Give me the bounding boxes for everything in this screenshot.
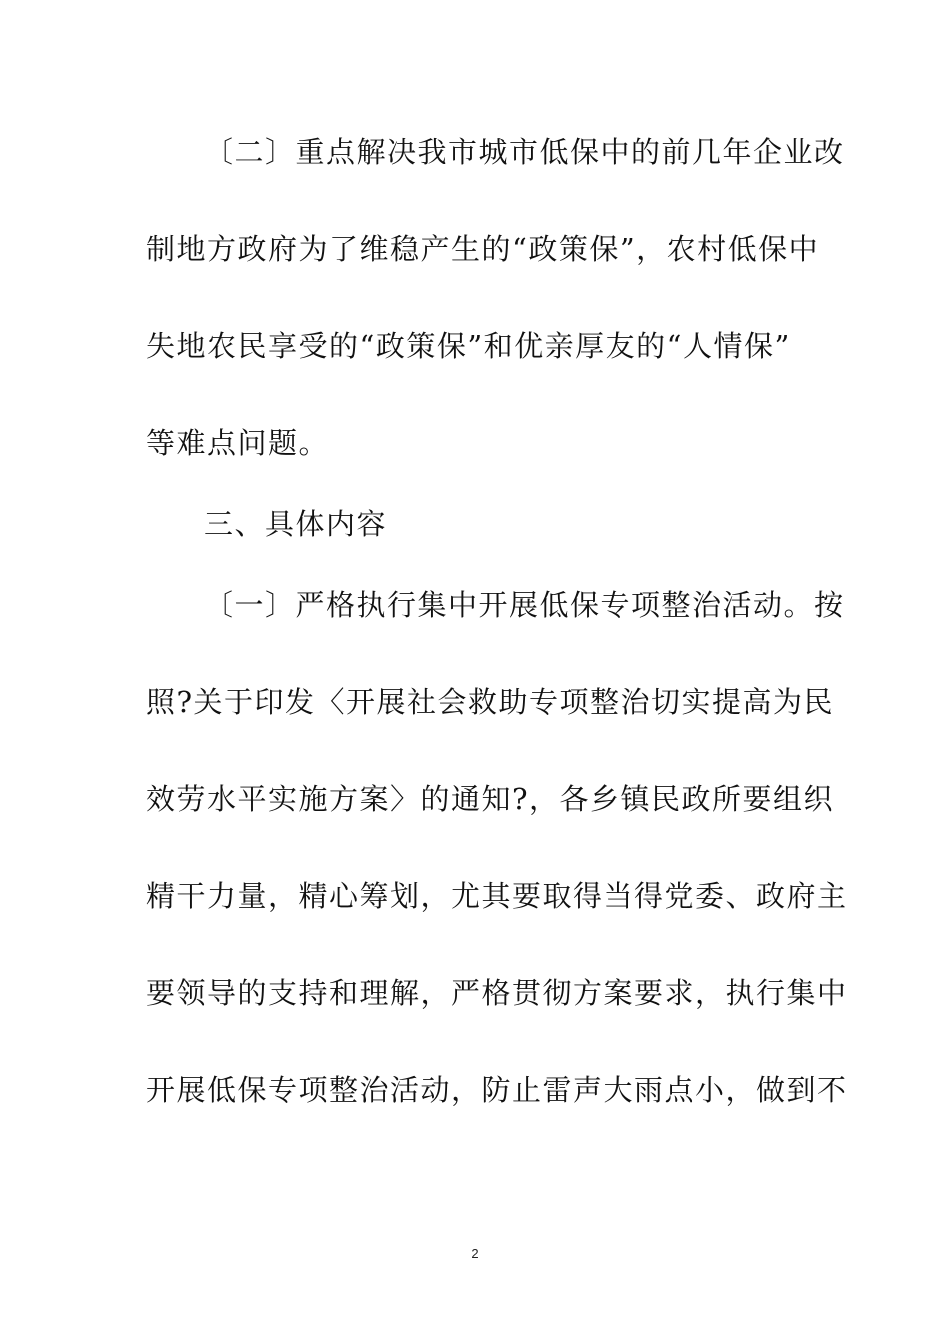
paragraph-2-line-3: 失地农民享受的“政策保”和优亲厚友的“人情保” (146, 329, 791, 363)
paragraph-2-line-4: 等难点问题。 (146, 426, 330, 460)
section-heading: 三、具体内容 (204, 507, 388, 541)
paragraph-3-line-2: 照?关于印发〈开展社会救助专项整治切实提高为民 (146, 685, 835, 719)
page-number: 2 (471, 1246, 479, 1261)
paragraph-2-line-1: 〔二〕重点解决我市城市低保中的前几年企业改 (204, 135, 845, 169)
paragraph-3-line-3: 效劳水平实施方案〉的通知?，各乡镇民政所要组织 (146, 782, 835, 816)
paragraph-2-line-2: 制地方政府为了维稳产生的“政策保”，农村低保中 (146, 232, 820, 266)
paragraph-3-line-5: 要领导的支持和理解，严格贯彻方案要求，执行集中 (146, 976, 848, 1010)
paragraph-3-line-4: 精干力量，精心筹划，尤其要取得当得党委、政府主 (146, 879, 848, 913)
paragraph-3-line-1: 〔一〕严格执行集中开展低保专项整治活动。按 (204, 588, 845, 622)
paragraph-3-line-6: 开展低保专项整治活动，防止雷声大雨点小，做到不 (146, 1073, 848, 1107)
